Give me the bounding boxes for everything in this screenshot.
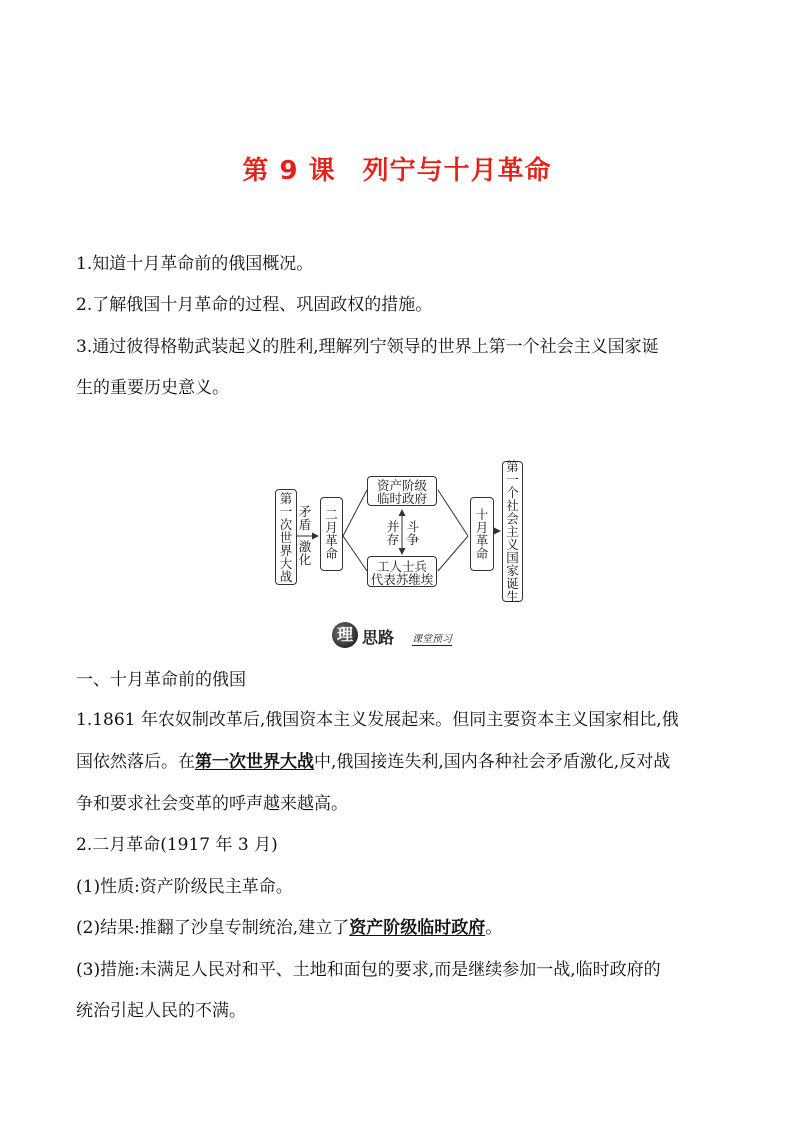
box-provisional-government — [367, 476, 437, 506]
box-char: 社 — [506, 498, 519, 513]
box-char: 会 — [506, 511, 519, 526]
box-char: 革 — [475, 533, 489, 548]
box-char: 第 — [506, 459, 519, 474]
text: 中,俄国接连失利,国内各种社会矛盾激化,反对战 — [314, 752, 671, 772]
para-2-item-3-line-2: 统治引起人民的不满。 — [76, 1001, 246, 1021]
box-char: 世 — [279, 529, 293, 545]
box-world-war-one — [275, 489, 297, 585]
box-char: 命 — [475, 546, 489, 561]
label-char: 并 — [386, 519, 400, 534]
label-coexist — [386, 520, 400, 546]
box-char: 界 — [279, 542, 293, 558]
page-title: 第 9 课 列宁与十月革命 — [242, 156, 552, 186]
box-char: 大 — [279, 555, 293, 571]
box-char: 家 — [506, 563, 519, 578]
box-char: 主 — [506, 524, 519, 539]
label-char: 化 — [298, 552, 312, 567]
objective-1: 1.知道十月革命前的俄国概况。 — [76, 254, 314, 274]
label-char: 矛 — [298, 504, 312, 519]
box-february-revolution — [320, 497, 343, 571]
bold-term: 资产阶级临时政府 — [349, 918, 486, 938]
label-struggle — [406, 520, 420, 546]
box-char: 革 — [325, 533, 338, 548]
section-heading: 一、十月革命前的俄国 — [76, 670, 246, 690]
box-october-revolution — [470, 497, 494, 571]
label-char: 盾 — [298, 517, 312, 532]
label-char: 斗 — [406, 519, 420, 534]
label-char: 存 — [386, 532, 400, 547]
box-char: 一 — [279, 503, 293, 519]
line-provisional-to-oct — [438, 490, 468, 536]
logo-subtitle: 课堂预习 — [412, 630, 452, 646]
para-2-item-1: (1)性质:资产阶级民主革命。 — [76, 877, 293, 897]
label-char: 激 — [298, 539, 312, 554]
box-char: 第 — [279, 490, 293, 506]
label-conflict-1 — [298, 505, 312, 531]
logo-text: 思路 — [362, 628, 395, 647]
line-feb-to-provisional — [343, 490, 367, 536]
objective-3-cont: 生的重要历史意义。 — [76, 378, 229, 398]
box-line: 临时政府 — [376, 491, 427, 506]
box-char: 义 — [506, 537, 519, 552]
box-char: 次 — [279, 516, 293, 532]
box-char: 一 — [506, 472, 519, 487]
para-1-line-2 — [76, 752, 726, 772]
text: (2)结果:推翻了沙皇专制统治,建立了 — [76, 918, 350, 938]
box-char: 个 — [506, 485, 519, 500]
text: 国依然落后。在 — [76, 752, 195, 772]
box-line: 资产阶级 — [376, 478, 427, 493]
para-1-line-1: 1.1861 年农奴制改革后,俄国资本主义发展起来。但同主要资本主义国家相比,俄 — [76, 710, 679, 730]
section-logo — [332, 622, 472, 652]
para-2-heading: 2.二月革命(1917 年 3 月) — [76, 835, 278, 855]
box-char: 二 — [325, 507, 338, 522]
objective-2: 2.了解俄国十月革命的过程、巩固政权的措施。 — [76, 295, 433, 315]
line-feb-to-soviet — [343, 536, 367, 571]
box-char: 月 — [325, 520, 338, 535]
bold-term: 第一次世界大战 — [195, 752, 314, 772]
box-char: 战 — [279, 568, 293, 584]
logo-mark-icon: 理 — [332, 622, 358, 648]
box-char: 月 — [475, 520, 489, 535]
box-char: 生 — [506, 589, 519, 604]
box-char: 国 — [506, 550, 519, 565]
box-char: 命 — [325, 546, 338, 561]
label-char: 争 — [406, 532, 420, 547]
box-soviet — [367, 556, 437, 587]
box-line: 代表苏维埃 — [370, 572, 434, 587]
objective-3: 3.通过彼得格勒武装起义的胜利,理解列宁领导的世界上第一个社会主义国家诞 — [76, 337, 659, 357]
para-2-item-3-line-1: (3)措施:未满足人民对和平、土地和面包的要求,而是继续参加一战,临时政府的 — [76, 960, 661, 980]
para-2-item-2 — [76, 918, 726, 938]
box-line: 工人士兵 — [376, 559, 427, 574]
para-1-line-3: 争和要求社会变革的呼声越来越高。 — [76, 794, 348, 814]
label-conflict-2 — [298, 540, 312, 566]
line-soviet-to-oct — [438, 536, 468, 571]
text: 。 — [485, 918, 503, 938]
box-char: 十 — [475, 507, 489, 522]
box-char: 诞 — [506, 576, 519, 591]
box-first-socialist-state — [502, 461, 523, 602]
